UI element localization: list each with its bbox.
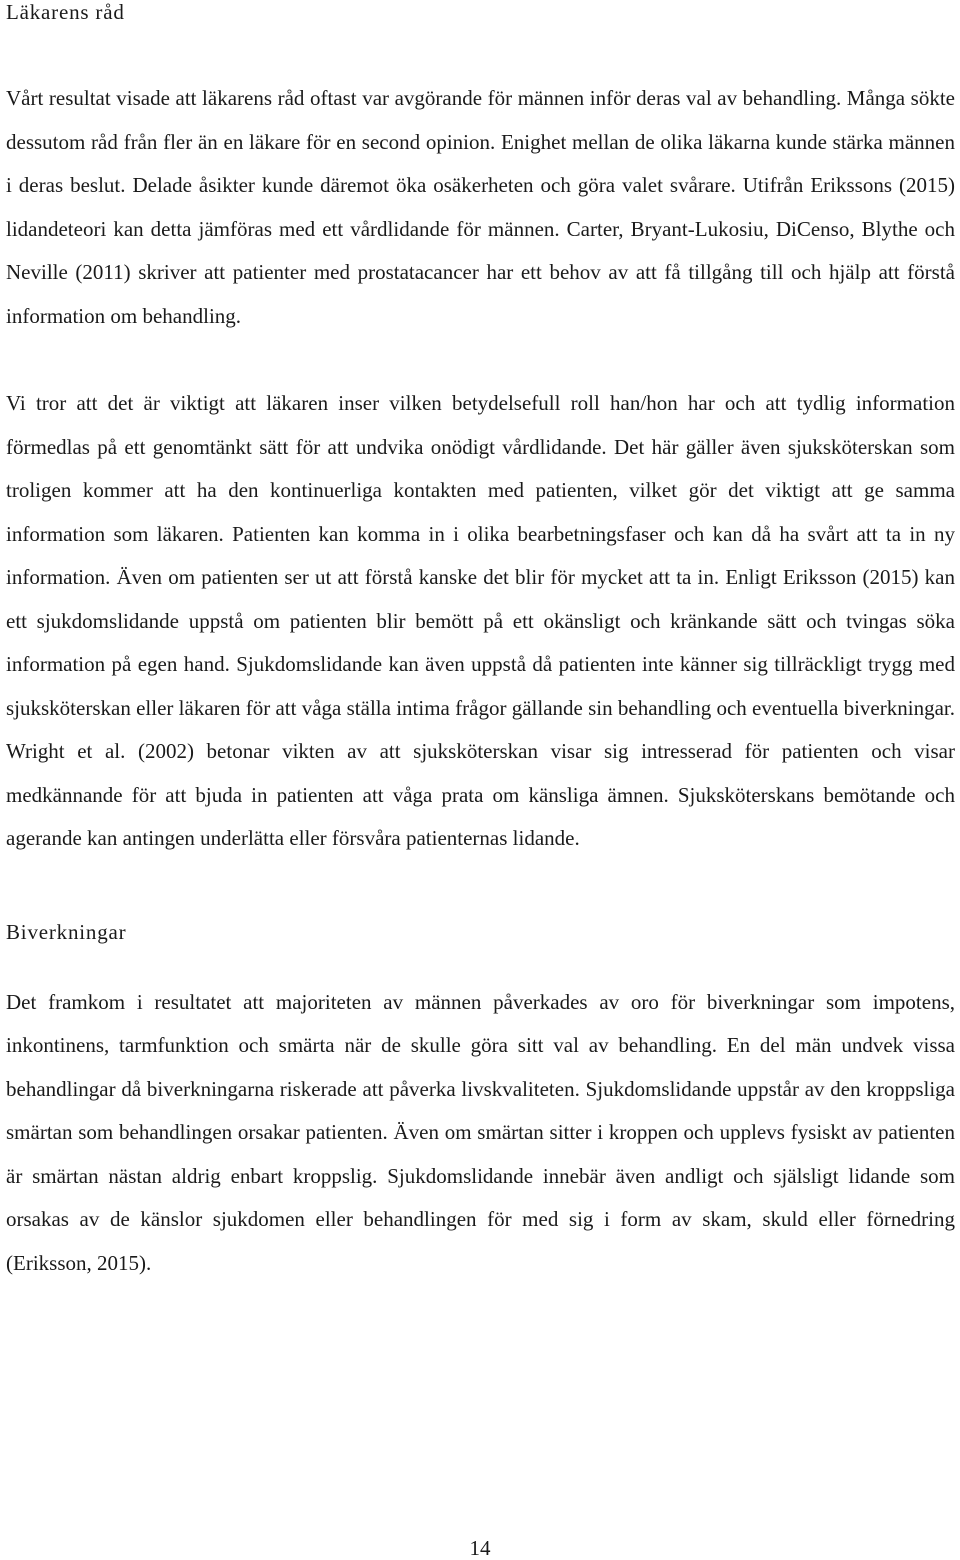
- paragraph: Vi tror att det är viktigt att läkaren inser vilken betydelsefull roll han/hon har och att tydlig information förmedlas på ett genomtänkt sätt för att undvika onödigt vårdlidande. Det här gäller även sjuksköterskan som troligen kommer att ha den kontinuerliga kontakten med patienten, vilket gör det viktigt att ge samma information som läkaren. Patienten kan komma in i olika bearbetningsfaser och kan då ha svårt att ta in ny information. Även om patienten ser ut att förstå kanske det blir för mycket att ta in. Enligt Eriksson (2015) kan ett sjukdomslidande uppstå om patienten blir bemött på ett okänsligt och kränkande sätt och tvingas söka information på egen hand. Sjukdomslidande kan även uppstå då patienten inte känner sig tillräckligt trygg med sjuksköterskan eller läkaren för att våga ställa intima frågor gällande sin behandling och eventuella biverkningar. Wright et al. (2002) betonar vikten av att sjuksköterskan visar sig intresserad för patienten och visar medkännande för att bjuda in patienten att våga prata om känsliga ämnen. Sjuksköterskans bemötande och agerande kan antingen underlätta eller försvåra patienternas lidande.: [6, 391, 955, 850]
- section-heading-biverkningar: Biverkningar: [6, 919, 127, 944]
- section-heading-lakarens-rad: Läkarens råd: [6, 0, 125, 24]
- paragraph: Det framkom i resultatet att majoriteten av männen påverkades av oro för biverkningar som impotens, inkontinens, tarmfunktion och smärta när de skulle göra sitt val av behandling. En del män undvek vissa behandlingar då biverkningarna riskerade att påverka livskvaliteten. Sjukdomslidande uppstår av den kroppsliga smärtan som behandlingen orsakar patienten. Även om smärtan sitter i kroppen och upplevs fysiskt av patienten är smärtan nästan aldrig enbart kroppslig. Sjukdomslidande innebär även andligt och själsligt lidande som orsakas av de känslor sjukdomen eller behandlingen för med sig i form av skam, skuld eller förnedring (Eriksson, 2015).: [6, 989, 955, 1275]
- document-page: [6, 0, 955, 1285]
- page-number: 14: [469, 1536, 491, 1560]
- paragraph: Vårt resultat visade att läkarens råd oftast var avgörande för männen inför deras val av behandling. Många sökte dessutom råd från fler än en läkare för en second opinion. Enighet mellan de olika läkarna kunde stärka männen i deras beslut. Delade åsikter kunde däremot öka osäkerheten och göra valet svårare. Utifrån Erikssons (2015) lidandeteori kan detta jämföras med ett vårdlidande för männen. Carter, Bryant-Lukosiu, DiCenso, Blythe och Neville (2011) skriver att patienter med prostatacancer har ett behov av att få tillgång till och hjälp att förstå information om behandling.: [6, 86, 955, 328]
